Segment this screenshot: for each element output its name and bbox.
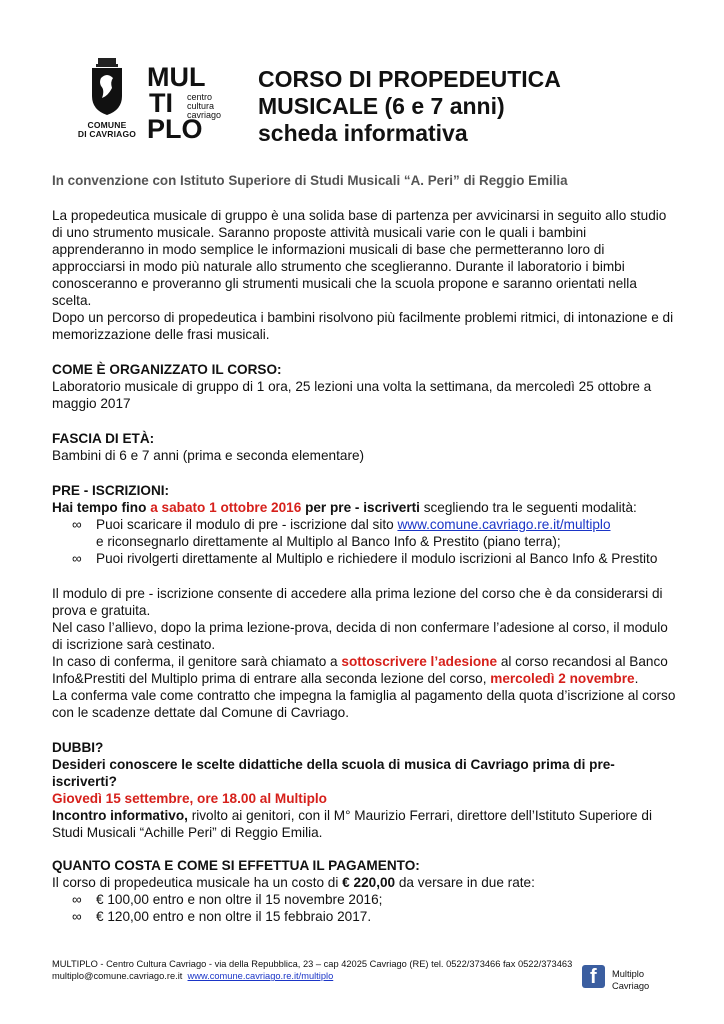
- dubbi-question: Desideri conoscere le scelte didattiche della scuola di musica di Cavriago prima di pre-iscriverti?: [52, 757, 615, 789]
- rata-1: € 100,00 entro e non oltre il 15 novembre 2016;: [96, 892, 383, 907]
- dubbi-date: Giovedì 15 settembre, ore 18.00 al Multiplo: [52, 791, 327, 806]
- pagamento-cost: € 220,00: [342, 875, 396, 890]
- document-body: [52, 172, 677, 925]
- infinity-bullet-icon: ∞: [72, 551, 82, 566]
- facebook-glyph: f: [590, 966, 597, 988]
- pagamento-text-b: da versare in due rate:: [395, 875, 535, 890]
- facebook-label-line1: Multiplo: [612, 969, 645, 979]
- footer-email[interactable]: multiplo@comune.cavriago.re.it: [52, 971, 183, 981]
- p3-text-c: .: [634, 671, 639, 686]
- title-line2: MUSICALE (6 e 7 anni): [258, 93, 505, 119]
- intro-paragraph-2: Dopo un percorso di propedeutica i bambini risolvono più facilmente problemi ritmici, di intonazione e di memorizzazione delle frasi musicali.: [52, 310, 674, 342]
- coat-of-arms-icon: [88, 58, 126, 116]
- comune-logo: [72, 58, 142, 139]
- organizzazione-text: Laboratorio musicale di gruppo di 1 ora, 25 lezioni una volta la settimana, da mercoledì 25 ottobre a maggio 2017: [52, 379, 652, 411]
- multiplo-tag1: centro: [187, 92, 213, 102]
- multiplo-tag2: cultura: [187, 101, 215, 111]
- p3-highlight-adesione: sottoscrivere l’adesione: [341, 654, 498, 669]
- eta-text: Bambini di 6 e 7 anni (prima e seconda elementare): [52, 448, 365, 463]
- iscrizioni-deadline: a sabato 1 ottobre 2016: [150, 500, 302, 515]
- p3-text-b: al corso recandosi al Banco Info&Prestiti del Multiplo prima di entrare alla seconda lezione del corso,: [52, 654, 668, 686]
- p3-highlight-date: mercoledì 2 novembre: [490, 671, 635, 686]
- multiplo-tag3: cavriago: [187, 110, 222, 120]
- dubbi-incontro: [52, 807, 677, 841]
- iscrizioni-lead-rest: scegliendo tra le seguenti modalità:: [419, 500, 637, 515]
- intro-paragraph-1: La propedeutica musicale di gruppo è una solida base di partenza per avvicinarsi in seguito allo studio di uno strumento musicale. Saranno proposte attività musicali varie con le quali i bambini apprenderanno in modo semplice le informazioni musicali di base che permetteranno loro di approcciarsi in modo più naturale allo strumento che sceglieranno. Durante il laboratorio i bimbi conosceranno e proveranno gli strumenti musicali che la scuola propone e saranno orientati nella scelta.: [52, 208, 667, 308]
- iscrizioni-paragraph-2: Nel caso l’allievo, dopo la prima lezione-prova, decida di non confermare l’adesione al corso, il modulo di iscrizione sarà cestinato.: [52, 620, 668, 652]
- multiplo-word-line1: MUL: [147, 62, 206, 92]
- p3-text-a: In caso di conferma, il genitore sarà chiamato a: [52, 654, 342, 669]
- iscrizioni-lead-bold2: per pre - iscriverti: [301, 500, 420, 515]
- rate-list: [52, 891, 677, 925]
- bullet2-text: Puoi rivolgerti direttamente al Multiplo e richiedere il modulo iscrizioni al Banco Info & Prestito: [96, 551, 658, 566]
- list-item: [52, 550, 677, 567]
- infinity-bullet-icon: ∞: [72, 517, 82, 532]
- footer-contacts: [52, 970, 572, 982]
- iscrizioni-heading: PRE - ISCRIZIONI:: [52, 483, 170, 498]
- infinity-bullet-icon: ∞: [72, 892, 82, 907]
- list-item: [52, 516, 677, 550]
- comune-name-line1: COMUNE: [87, 120, 127, 130]
- organizzazione-heading: COME È ORGANIZZATO IL CORSO:: [52, 362, 282, 377]
- facebook-label-line2: Cavriago: [612, 981, 650, 991]
- subtitle: In convenzione con Istituto Superiore di Studi Musicali “A. Peri” di Reggio Emilia: [52, 173, 568, 188]
- footer-address: MULTIPLO - Centro Cultura Cavriago - via della Repubblica, 23 – cap 42025 Cavriago (RE) tel. 0522/373466 fax 0522/373463: [52, 959, 573, 969]
- dubbi-heading: DUBBI?: [52, 740, 104, 755]
- incontro-label: Incontro informativo,: [52, 808, 188, 823]
- bullet1-text: Puoi scaricare il modulo di pre - iscrizione dal sito: [96, 517, 398, 532]
- footer-link[interactable]: www.comune.cavriago.re.it/multiplo: [187, 971, 334, 981]
- comune-name-line2: DI CAVRIAGO: [77, 129, 137, 139]
- title-line1: CORSO DI PROPEDEUTICA: [258, 66, 561, 92]
- footer: [52, 958, 572, 982]
- infinity-bullet-icon: ∞: [72, 909, 82, 924]
- facebook-icon[interactable]: [582, 965, 605, 988]
- multiplo-word-line2: TI: [149, 88, 173, 118]
- iscrizioni-lead: [52, 499, 677, 516]
- list-item: [52, 891, 677, 908]
- iscrizioni-paragraph-3: [52, 653, 677, 687]
- incontro-text: rivolto ai genitori, con il M° Maurizio Ferrari, direttore dell’Istituto Superiore di Studi Musicali “Achille Peri” di Reggio Emilia.: [52, 808, 652, 840]
- title-line3: scheda informativa: [258, 120, 468, 146]
- multiplo-site-link[interactable]: www.comune.cavriago.re.it/multiplo: [397, 517, 611, 532]
- multiplo-logo: [147, 62, 229, 140]
- facebook-label: [612, 968, 649, 992]
- iscrizioni-lead-bold: Hai tempo fino: [52, 500, 151, 515]
- list-item: [52, 908, 677, 925]
- eta-heading: FASCIA DI ETÀ:: [52, 431, 155, 446]
- pagamento-text: [52, 874, 677, 891]
- iscrizioni-paragraph-4: La conferma vale come contratto che impegna la famiglia al pagamento della quota d’iscrizione al corso con le scadenze dettate dal Comune di Cavriago.: [52, 688, 676, 720]
- pagamento-heading: QUANTO COSTA E COME SI EFFETTUA IL PAGAMENTO:: [52, 858, 420, 873]
- pagamento-text-a: Il corso di propedeutica musicale ha un costo di: [52, 875, 343, 890]
- rata-2: € 120,00 entro e non oltre il 15 febbraio 2017.: [96, 909, 372, 924]
- iscrizioni-list: [52, 516, 677, 567]
- page-title: [258, 66, 561, 147]
- multiplo-word-line3: PLO: [147, 114, 203, 140]
- bullet1-text2: e riconsegnarlo direttamente al Multiplo al Banco Info & Prestito (piano terra);: [96, 534, 561, 549]
- iscrizioni-paragraph-1: Il modulo di pre - iscrizione consente di accedere alla prima lezione del corso che è da considerarsi di prova e gratuita.: [52, 586, 663, 618]
